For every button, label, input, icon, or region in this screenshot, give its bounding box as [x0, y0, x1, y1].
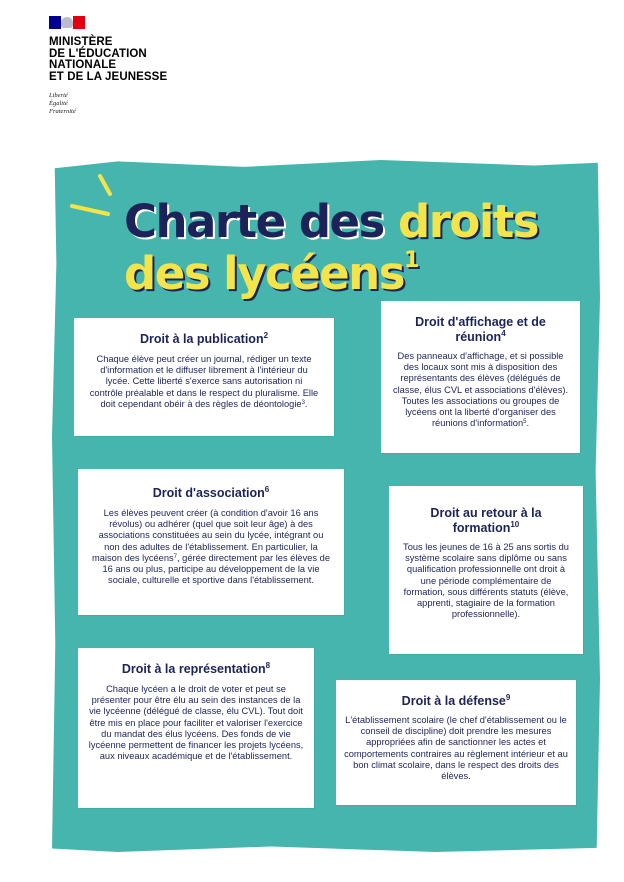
ministry-line: MINISTÈRE — [49, 36, 113, 48]
spark-decoration-icon — [66, 172, 126, 222]
card-heading: Droit d'affichage et de réunion$^4$ — [415, 315, 546, 344]
card-text: Tous les jeunes de 16 à 25 ans sortis du système scolaire sans diplôme ou sans qualification professionnelle ont droit à une période complémentaire de formation, sous différents statuts (élève, apprenti, stagiaire de la formation professionnelle). — [403, 542, 569, 620]
card-text: Les élèves peuvent créer (à condition d'avoir 16 ans révolus) ou adhérer (quel que soit leur âge) à des associations constituées au sein du lycée, intégrant ou non des adultes de l'établissement. En particulier, la maison des lycéens$^7$, gérée directement par les élèves de 16 ans ou plus, participe au développement de la vie sociale, culturelle et sportive dans l'établissement. — [92, 508, 330, 586]
title-part-3: des lycéens — [124, 247, 404, 300]
motto-line: Fraternité — [49, 108, 76, 115]
card-heading: Droit à la publication$^2$ — [139, 331, 269, 346]
poster-title — [124, 196, 594, 300]
card-association — [78, 469, 344, 615]
card-heading: Droit à la défense$^9$ — [401, 693, 511, 708]
card-text: Chaque élève peut créer un journal, rédiger un texte d'information et le diffuser librement à l'intérieur du lycée. Cette liberté s'exerce sans autorisation ni contrôle préalable et dans le respect du pluralisme. Elle doit cependant obéir à des règles de déontologie$^3$. — [89, 354, 319, 409]
title-part-1: Charte des — [124, 195, 399, 248]
card-retour-formation — [389, 486, 583, 654]
republic-motto — [49, 92, 129, 116]
card-text: Des panneaux d'affichage, et si possible des locaux sont mis à disposition des représentants des élèves (délégués de classe, élus CVL et associations d'élèves). Toutes les associations ou groupes de lycéens ont la liberté d'organiser des réunions d'information$^5$. — [392, 351, 569, 429]
ministry-name — [49, 37, 209, 83]
card-heading: Droit au retour à la formation$^{10}$ — [430, 506, 542, 535]
title-part-2: droits — [398, 195, 539, 248]
ministry-line: ET DE LA JEUNESSE — [49, 70, 168, 83]
card-publication — [74, 318, 334, 436]
card-text: L'établissement scolaire (le chef d'établissement ou le conseil de discipline) doit prendre les mesures appropriées afin de sanctionner les actes et comportements contraires au règlement intérieur et au bon climat scolaire, dans le respect des droits des élèves. — [344, 715, 568, 782]
card-text: Chaque lycéen a le droit de voter et peut se présenter pour être élu au sein des instances de la vie lycéenne (délégué de classe, élu CVL). Tout doit être mis en place pour faciliter et valoriser l'exercice du mandat des élus lycéens. Des fonds de vie lycéenne permettent de financer les projets lycéens, aux niveaux académique et de l'établissement. — [88, 684, 304, 762]
card-heading: Droit à la représentation$^8$ — [121, 661, 271, 676]
ministry-line: NATIONALE — [49, 59, 117, 71]
card-affichage — [381, 301, 580, 453]
title-footnote: 1 — [403, 248, 418, 273]
motto-line: Liberté — [49, 92, 68, 99]
card-defense — [336, 680, 576, 805]
card-representation — [78, 648, 314, 808]
ministry-line: DE L'ÉDUCATION — [49, 47, 147, 60]
motto-line: Égalité — [49, 100, 68, 107]
marianne-icon — [61, 17, 73, 28]
card-heading: Droit d'association$^6$ — [152, 485, 270, 500]
